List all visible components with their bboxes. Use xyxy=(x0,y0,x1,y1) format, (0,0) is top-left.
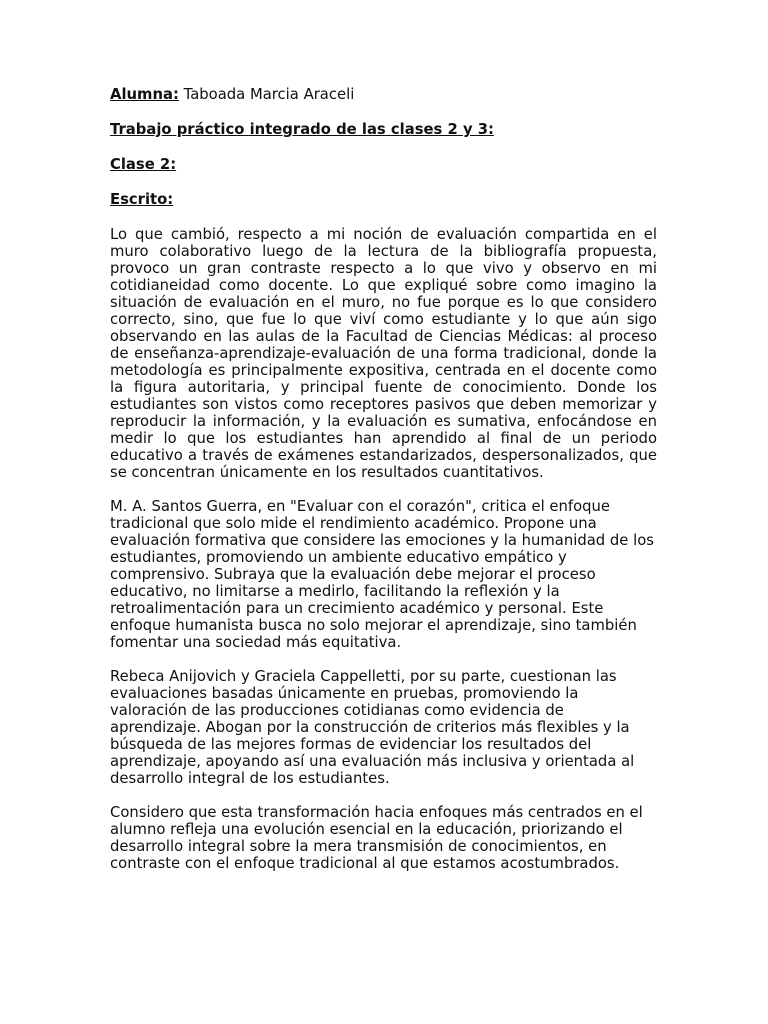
section-heading xyxy=(110,191,657,208)
paragraph-4: Considero que esta transformación hacia enfoques más centrados en el alumno refleja una evolución esencial en la educación, priorizando el desarrollo integral sobre la mera transmisión de conocimientos, en contraste con el enfoque tradicional al que estamos acostumbrados. xyxy=(110,804,643,872)
paragraph-2: M. A. Santos Guerra, en "Evaluar con el corazón", critica el enfoque tradicional que solo mide el rendimiento académico. Propone una evaluación formativa que considere las emociones y la humanidad de los estudiantes, promoviendo un ambiente educativo empático y comprensivo. Subraya que la evaluación debe mejorar el proceso educativo, no limitarse a medirlo, facilitando la reflexión y la retroalimentación para un crecimiento académico y personal. Este enfoque humanista busca no solo mejorar el aprendizaje, sino también fomentar una sociedad más equitativa. xyxy=(110,498,654,651)
paragraph-3: Rebeca Anijovich y Graciela Cappelletti, por su parte, cuestionan las evaluaciones basadas únicamente en pruebas, promoviendo la valoración de las producciones cotidianas como evidencia de aprendizaje. Abogan por la construcción de criterios más flexibles y la búsqueda de las mejores formas de evidenciar los resultados del aprendizaje, apoyando así una evaluación más inclusiva y orientada al desarrollo integral de los estudiantes. xyxy=(110,668,635,787)
student-name: Taboada Marcia Araceli xyxy=(178,86,355,103)
paragraph-1: Lo que cambió, respecto a mi noción de evaluación compartida en el muro colaborativo luego de la lectura de la bibliografía propuesta, provoco un gran contraste respecto a lo que vivo y observo en mi cotidianeidad como docente. Lo que expliqué sobre como imagino la situación de evaluación en el muro, no fue porque es lo que considero correcto, sino, que fue lo que viví como estudiante y lo que aún sigo observando en las aulas de la Facultad de Ciencias Médicas: al proceso de enseñanza-aprendizaje-evaluación de una forma tradicional, donde la metodología es principalmente expositiva, centrada en el docente como la figura autoritaria, y principal fuente de conocimiento. Donde los estudiantes son vistos como receptores pasivos que deben memorizar y reproducir la información, y la evaluación es sumativa, enfocándose en medir lo que los estudiantes han aprendido al final de un periodo educativo a través de exámenes estandarizados, despersonalizados, que se concentran únicamente en los resultados cuantitativos. xyxy=(110,226,657,481)
student-line xyxy=(110,86,657,103)
student-label: Alumna: xyxy=(110,86,179,103)
assignment-title xyxy=(110,121,657,138)
section-heading-text: Escrito: xyxy=(110,191,174,208)
class-heading-text: Clase 2: xyxy=(110,156,177,173)
document-body xyxy=(110,86,657,889)
assignment-title-text: Trabajo práctico integrado de las clases 2 y 3: xyxy=(110,121,494,138)
class-heading xyxy=(110,156,657,173)
